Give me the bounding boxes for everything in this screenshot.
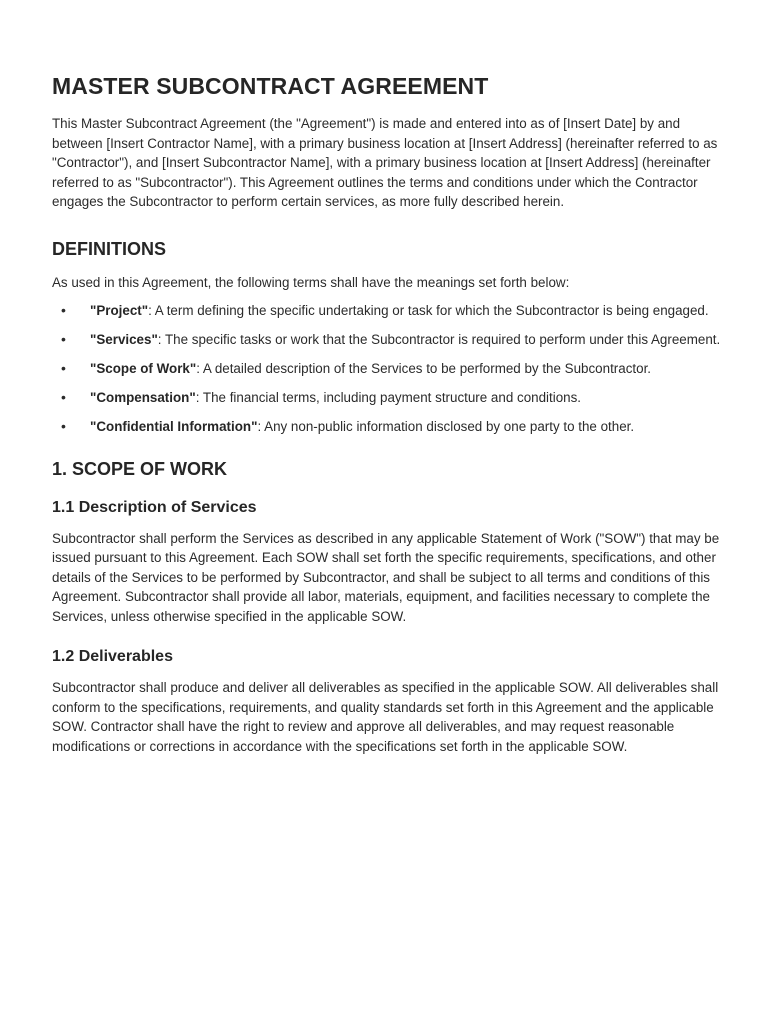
scope-heading: 1. SCOPE OF WORK <box>52 458 228 479</box>
bullet-icon: • <box>61 360 66 376</box>
definitions-heading: DEFINITIONS <box>52 238 167 259</box>
bullet-icon: • <box>61 302 66 318</box>
description-heading: 1.1 Description of Services <box>52 498 257 516</box>
definition-text: : Any non-public information disclosed by one party to the other. <box>257 419 635 434</box>
deliverables-paragraph: Subcontractor shall produce and deliver all deliverables as specified in the applicable SOW. All deliverables shall conform to the specifications, requirements, and quality standards set forth in this Agreement and the applicable SOW. Contractor shall have the right to review and approve all deliverables, and may request reasonable modifications or corrections in accordance with the specifications set forth in the applicable SOW. <box>52 680 719 754</box>
intro-paragraph: This Master Subcontract Agreement (the "Agreement") is made and entered into as of [Insert Date] by and between [Insert Contractor Name], with a primary business location at [Insert Address] (hereinafter referred to as "Contractor"), and [Insert Subcontractor Name], with a primary business location at [Insert Address] (hereinafter referred to as "Subcontractor"). This Agreement outlines the terms and conditions under which the Contractor engages the Subcontractor to perform certain services, as more fully described herein. <box>52 116 718 209</box>
description-paragraph: Subcontractor shall perform the Services as described in any applicable Statement of Work ("SOW") that may be issued pursuant to this Agreement. Each SOW shall set forth the specific requirements, specifications, and other details of the Services to be performed by Subcontractor, and shall be subject to all terms and conditions of this Agreement. Subcontractor shall provide all labor, materials, equipment, and facilities necessary to complete the Services, unless otherwise specified in the applicable SOW. <box>52 530 720 624</box>
definition-term: "Confidential Information" <box>90 419 258 434</box>
definition-term: "Project" <box>90 303 149 318</box>
definition-text: : A detailed description of the Services to be performed by the Subcontractor. <box>196 361 652 376</box>
definition-item <box>52 388 724 408</box>
deliverables-heading: 1.2 Deliverables <box>52 648 173 665</box>
definition-item <box>52 330 724 350</box>
bullet-icon: • <box>61 389 66 405</box>
document-page <box>52 72 724 756</box>
definition-term: "Scope of Work" <box>90 361 197 376</box>
definitions-list <box>52 301 724 437</box>
definition-text: : The financial terms, including payment structure and conditions. <box>195 390 582 405</box>
definition-text: : A term defining the specific undertaking or task for which the Subcontractor is being engaged. <box>148 303 709 318</box>
definition-text: : The specific tasks or work that the Subcontractor is required to perform under this Agreement. <box>157 332 721 347</box>
definition-term: "Services" <box>90 332 158 347</box>
definition-term: "Compensation" <box>90 390 196 405</box>
definition-item <box>52 359 724 379</box>
document-title: MASTER SUBCONTRACT AGREEMENT <box>52 73 489 99</box>
bullet-icon: • <box>61 418 66 434</box>
bullet-icon: • <box>61 331 66 347</box>
definition-item <box>52 301 724 321</box>
definition-item <box>52 417 724 437</box>
definitions-lead: As used in this Agreement, the following terms shall have the meanings set forth below: <box>52 274 570 290</box>
